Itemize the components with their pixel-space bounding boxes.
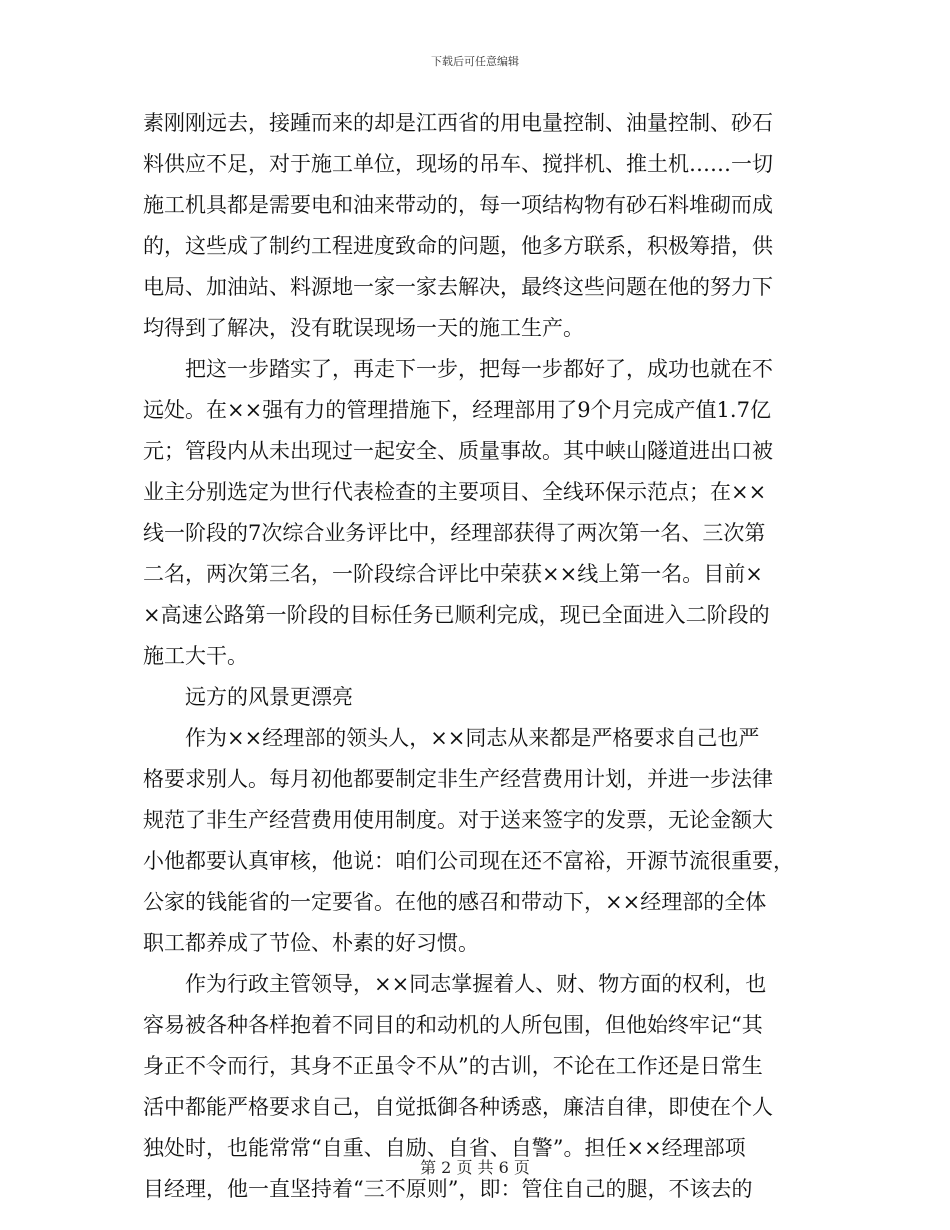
text-line: 均得到了解决，没有耽误现场一天的施工生产。 xyxy=(143,316,584,340)
document-body xyxy=(143,103,811,1210)
text-line: 身正不令而行，其身不正虽令不从”的古训，不论在工作还是日常生 xyxy=(143,1054,763,1078)
text-line: 电局、加油站、料源地一家一家去解决，最终这些问题在他的努力下 xyxy=(143,275,773,299)
text-line: 小他都要认真审核，他说：咱们公司现在还不富裕，开源节流很重要， xyxy=(143,849,794,873)
text-line: 公家的钱能省的一定要省。在他的感召和带动下，××经理部的全体 xyxy=(143,890,767,914)
text-line: 业主分别选定为世行代表检查的主要项目、全线环保示范点；在×× xyxy=(143,480,767,504)
text-line: ×高速公路第一阶段的目标任务已顺利完成，现已全面进入二阶段的 xyxy=(143,603,770,627)
text-line: 施工大干。 xyxy=(143,644,248,668)
text-line: 活中都能严格要求自己，自觉抵御各种诱惑，廉洁自律，即使在个人 xyxy=(143,1095,773,1119)
text-line: 格要求别人。每月初他都要制定非生产经营费用计划，并进一步法律 xyxy=(143,767,773,791)
text-line: 元；管段内从未出现过一起安全、质量事故。其中峡山隧道进出口被 xyxy=(143,439,773,463)
section-heading: 远方的风景更漂亮 xyxy=(143,685,353,709)
text-line: 远处。在××强有力的管理措施下，经理部用了9个月完成产值1.7亿 xyxy=(143,398,771,422)
text-line: 目经理，他一直坚持着“三不原则”，即：管住自己的腿，不该去的 xyxy=(143,1177,753,1201)
text-line: 独处时，也能常常“自重、自励、自省、自警”。担任××经理部项 xyxy=(143,1136,746,1160)
text-line: 的，这些成了制约工程进度致命的问题，他多方联系，积极筹措，供 xyxy=(143,234,773,258)
page-number: 第 2 页 共 6 页 xyxy=(420,1158,530,1177)
text-line: 素刚刚远去，接踵而来的却是江西省的用电量控制、油量控制、砂石 xyxy=(143,111,773,135)
text-line: 线一阶段的7次综合业务评比中，经理部获得了两次第一名、三次第 xyxy=(143,521,766,545)
text-line: 作为××经理部的领头人，××同志从来都是严格要求自己也严 xyxy=(143,726,760,750)
text-line: 把这一步踏实了，再走下一步，把每一步都好了，成功也就在不 xyxy=(143,357,773,381)
page-header: 下载后可任意编辑 xyxy=(431,55,519,68)
text-line: 职工都养成了节俭、朴素的好习惯。 xyxy=(143,931,479,955)
text-line: 二名，两次第三名，一阶段综合评比中荣获××线上第一名。目前× xyxy=(143,562,763,586)
text-line: 施工机具都是需要电和油来带动的，每一项结构物有砂石料堆砌而成 xyxy=(143,193,773,217)
text-line: 规范了非生产经营费用使用制度。对于送来签字的发票，无论金额大 xyxy=(143,808,773,832)
text-line: 作为行政主管领导，××同志掌握着人、财、物方面的权利，也 xyxy=(143,972,767,996)
text-line: 料供应不足，对于施工单位，现场的吊车、搅拌机、推土机……一切 xyxy=(143,152,773,176)
text-line: 容易被各种各样抱着不同目的和动机的人所包围，但他始终牢记“其 xyxy=(143,1013,763,1037)
